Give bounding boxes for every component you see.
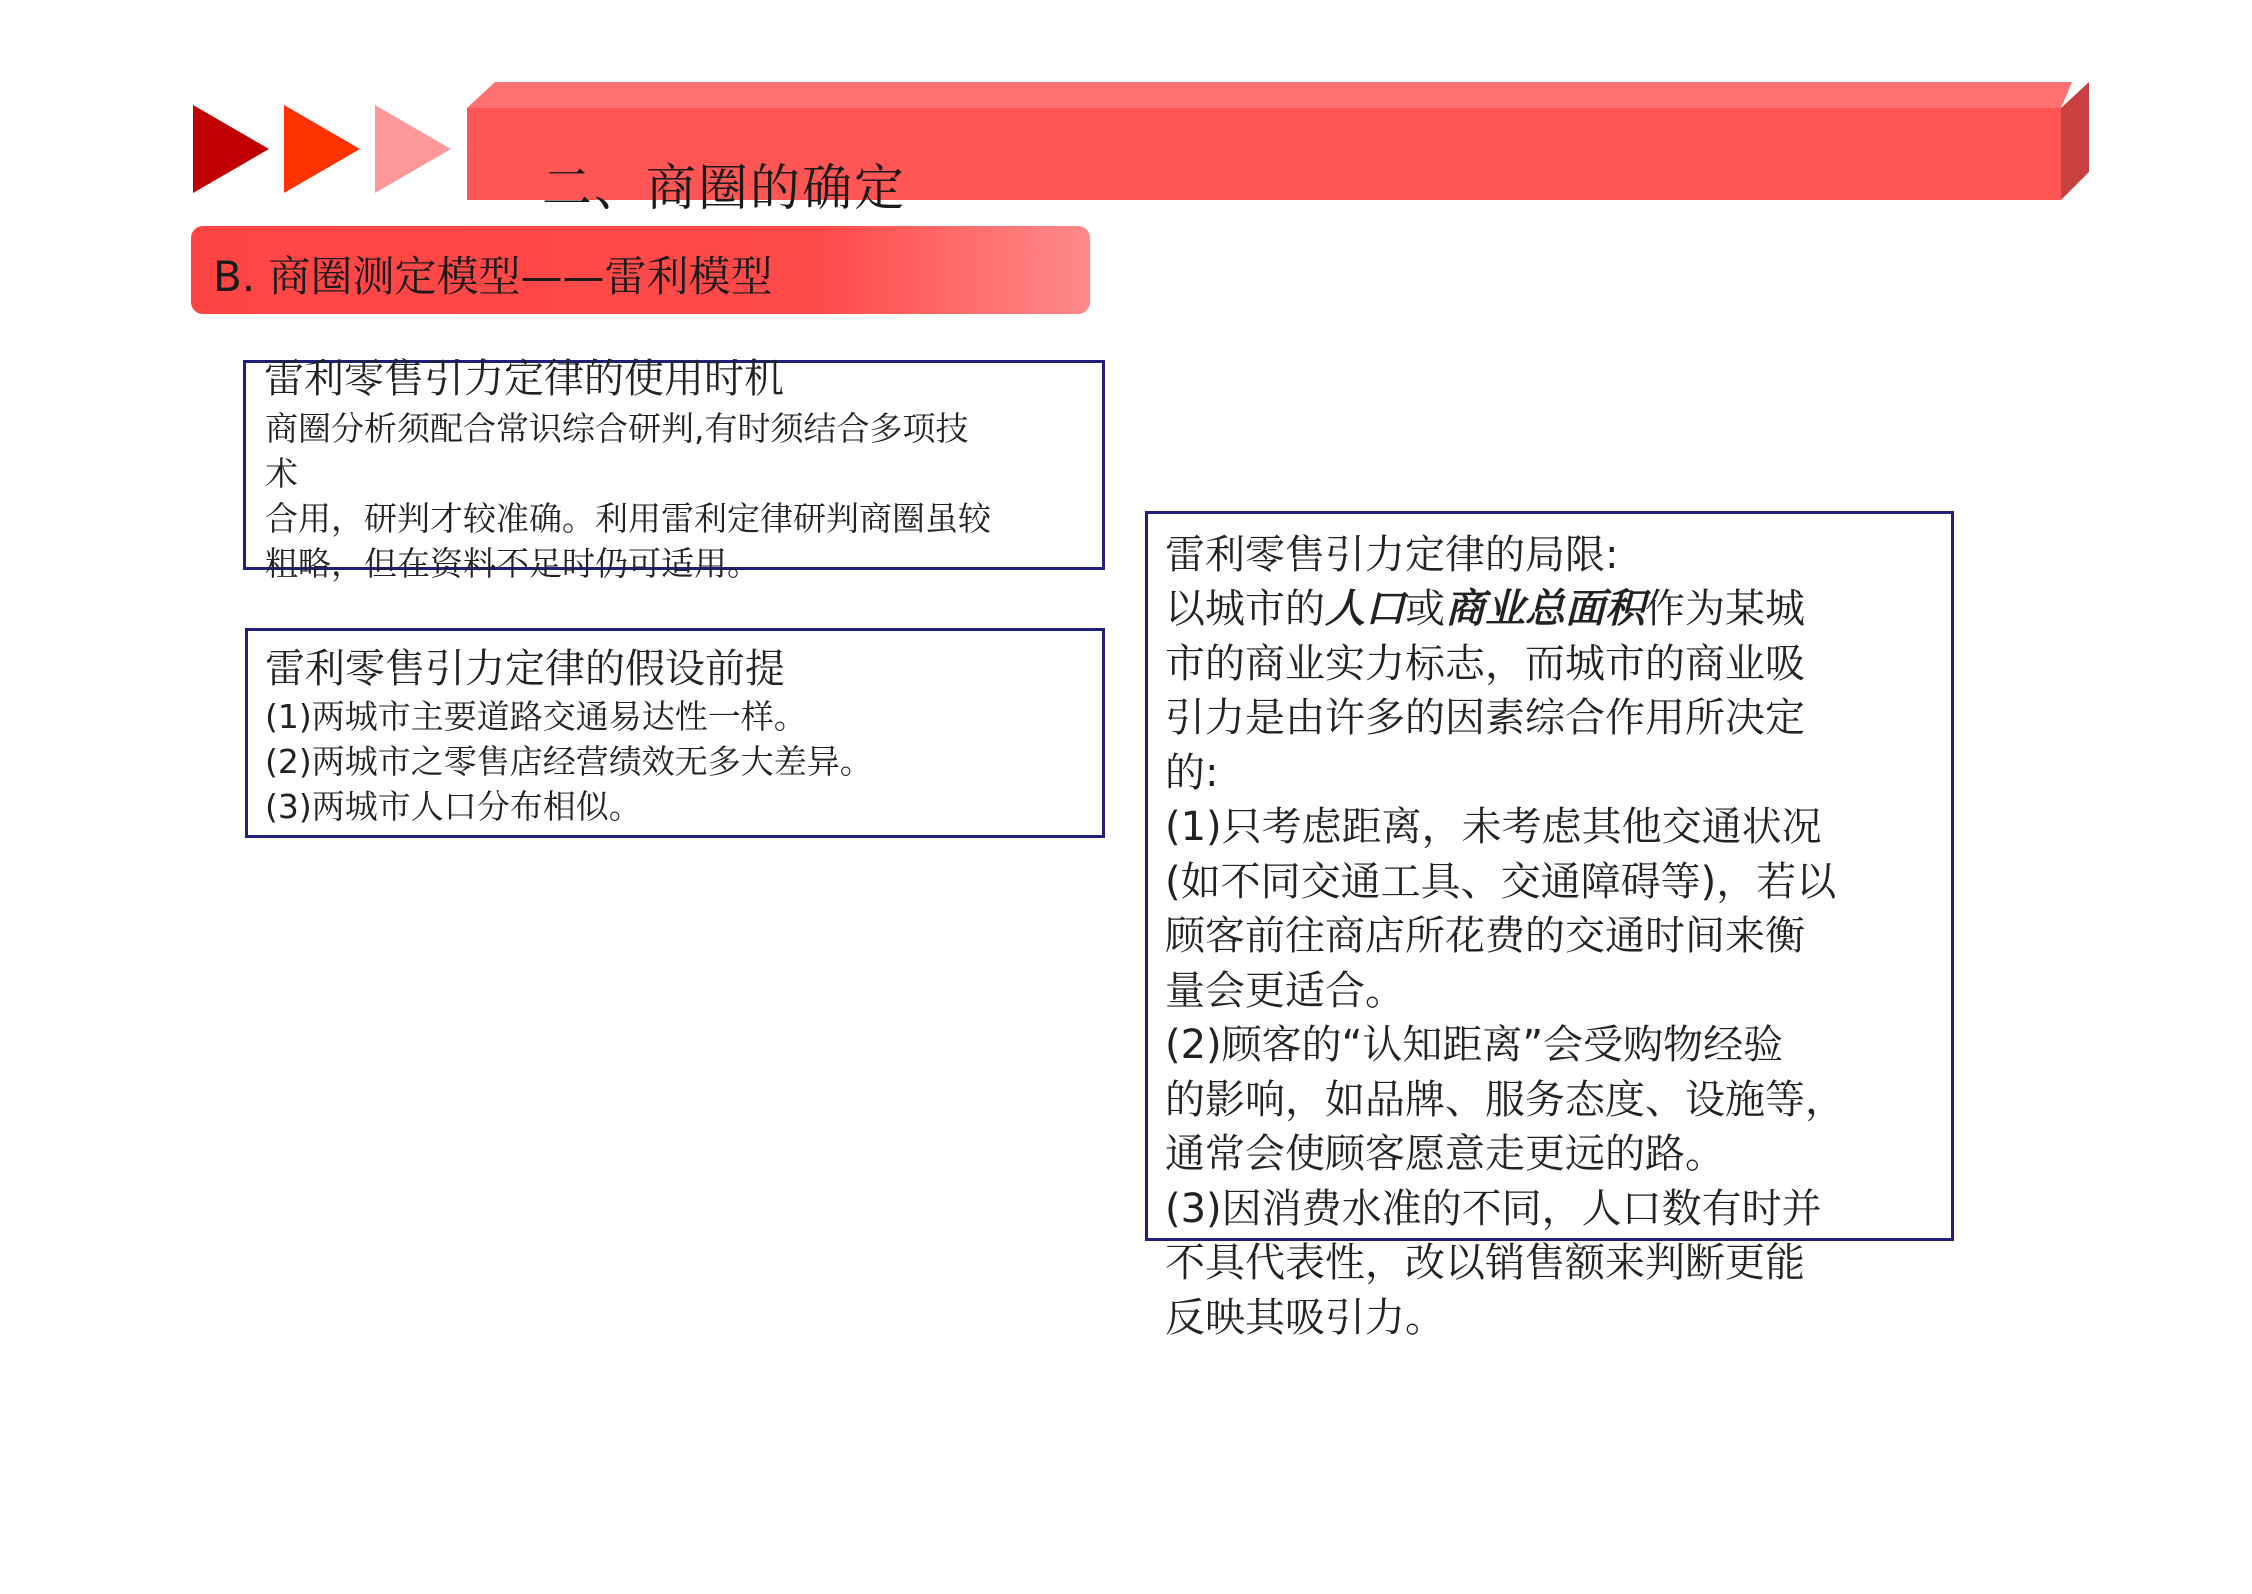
text-line	[1165, 582, 1945, 637]
usage-timing-text	[265, 406, 1095, 586]
text-line: 不具代表性，改以销售额来判断更能	[1165, 1240, 1805, 1286]
assumptions-title: 雷利零售引力定律的假设前提	[265, 646, 785, 692]
limitations-title: 雷利零售引力定律的局限:	[1165, 532, 1619, 578]
text-line: 通常会使顾客愿意走更远的路。	[1165, 1131, 1725, 1177]
text-line: (2)顾客的“认知距离”会受购物经验	[1165, 1022, 1784, 1068]
limitations-text	[1165, 582, 1945, 1345]
text-line: 的影响，如品牌、服务态度、设施等，	[1165, 1076, 1845, 1123]
arrow-icon-dark-red	[193, 105, 269, 193]
text-line: 顾客前往商店所花费的交通时间来衡	[1165, 913, 1805, 959]
title-banner-side	[2061, 82, 2091, 200]
title-banner	[467, 82, 2072, 217]
slide-title: 二、商圈的确定	[542, 159, 906, 217]
emphasis-commercial-area: 商业总面积	[1445, 586, 1645, 632]
text-line: (如不同交通工具、交通障碍等)，若以	[1165, 858, 1837, 905]
intro-or: 或	[1405, 586, 1445, 632]
subtitle-banner	[191, 226, 1090, 314]
text-line: (1)只考虑距离，未考虑其他交通状况	[1165, 804, 1822, 850]
assumptions-text	[265, 694, 1095, 829]
text-line: 反映其吸引力。	[1165, 1294, 1445, 1341]
text-line: (3)因消费水准的不同，人口数有时并	[1165, 1185, 1822, 1232]
text-line: 市的商业实力标志，而城市的商业吸	[1165, 640, 1805, 687]
text-line: (3)两城市人口分布相似。	[265, 787, 642, 826]
text-line: 粗略，但在资料不足时仍可适用。	[265, 544, 760, 583]
title-banner-face	[467, 108, 2061, 217]
text-line: (1)两城市主要道路交通易达性一样。	[265, 697, 807, 736]
text-line: 的:	[1165, 749, 1219, 796]
intro-suffix: 作为某城	[1645, 586, 1805, 632]
text-line: (2)两城市之零售店经营绩效无多大差异。	[265, 742, 873, 781]
text-line: 术	[265, 454, 298, 493]
title-banner-top	[467, 82, 2072, 108]
arrow-icon-pink	[375, 105, 451, 193]
text-line: 合用，研判才较准确。利用雷利定律研判商圈虽较	[265, 499, 991, 538]
intro-prefix: 以城市的	[1165, 586, 1325, 632]
slide-subtitle: B. 商圈测定模型——雷利模型	[213, 252, 773, 301]
usage-timing-title: 雷利零售引力定律的使用时机	[264, 356, 784, 402]
emphasis-population: 人口	[1325, 586, 1405, 632]
text-line: 引力是由许多的因素综合作用所决定	[1165, 695, 1805, 741]
text-line: 量会更适合。	[1165, 967, 1405, 1014]
text-line: 商圈分析须配合常识综合研判,有时须结合多项技	[265, 409, 969, 448]
arrow-icon-orange	[284, 105, 360, 193]
